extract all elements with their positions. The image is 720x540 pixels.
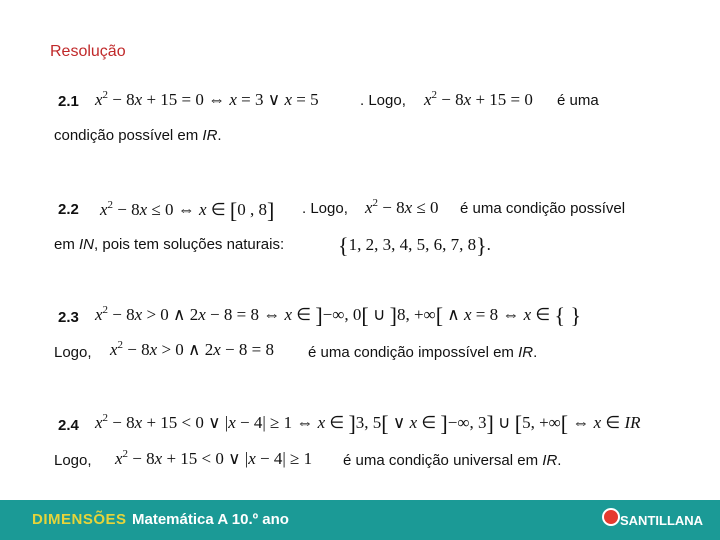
equation-2-4: $x^2 - 8x + 15 < 0$ ∨ |x − 4| ≥ 1 ⇔ x ∈ ]3, 5[ ∨ x ∈ ]−∞, 3] ∪ [5, +∞[ ⇔ x ∈ IR xyxy=(95,411,641,436)
page-title: Resolução xyxy=(50,43,126,60)
footer-publisher: SANTILLANA xyxy=(620,513,704,528)
natural-solutions-set: {1, 2, 3, 4, 5, 6, 7, 8}. xyxy=(338,233,491,258)
equation-2-1: $x^2 - 8x + 15 = 0$ ⇔ x = 3 ∨ x = 5 xyxy=(95,89,319,109)
equation-2-2-repeat: $x^2 - 8x \le 0$ xyxy=(365,197,439,217)
item-number-2-4: 2.4 xyxy=(58,417,79,434)
text-2-2-line2: em IN, pois tem soluções naturais: xyxy=(54,236,285,253)
logo-text-2-1: . Logo, xyxy=(360,92,406,109)
item-number-2-1: 2.1 xyxy=(58,93,79,110)
equation-2-4-repeat: $x^2 - 8x + 15 < 0$ ∨ |x − 4| ≥ 1 xyxy=(115,448,313,468)
logo-text-2-4: Logo, xyxy=(54,452,92,469)
text-2-1-line2: condição possível em IR. xyxy=(54,127,222,144)
logo-text-2-2: . Logo, xyxy=(302,200,348,217)
equation-2-1-repeat: $x^2 - 8x + 15 = 0$ xyxy=(424,89,533,109)
santillana-logo-icon xyxy=(602,508,620,526)
equation-2-3-repeat: $x^2 - 8x > 0$ ∧ 2x − 8 = 8 xyxy=(110,339,274,359)
logo-text-2-3: Logo, xyxy=(54,344,92,361)
item-number-2-2: 2.2 xyxy=(58,201,79,218)
equation-2-3: $x^2 - 8x > 0$ ∧ 2x − 8 = 8 ⇔ x ∈ ]−∞, 0[ ∪ ]8, +∞[ ∧ x = 8 ⇔ x ∈ { } xyxy=(95,303,582,328)
equation-2-2: $x^2 - 8x \le 0$ ⇔ x ∈ [0 , 8] xyxy=(100,198,275,223)
text-2-1-end: é uma xyxy=(557,92,599,109)
item-number-2-3: 2.3 xyxy=(58,309,79,326)
text-2-2-end: é uma condição possível xyxy=(460,200,626,217)
text-2-3-end: é uma condição impossível em IR. xyxy=(308,344,538,361)
text-2-4-end: é uma condição universal em IR. xyxy=(343,452,562,469)
footer-subject: Matemática A 10.º ano xyxy=(132,511,289,528)
footer-brand: DIMENSÕES xyxy=(32,511,127,528)
